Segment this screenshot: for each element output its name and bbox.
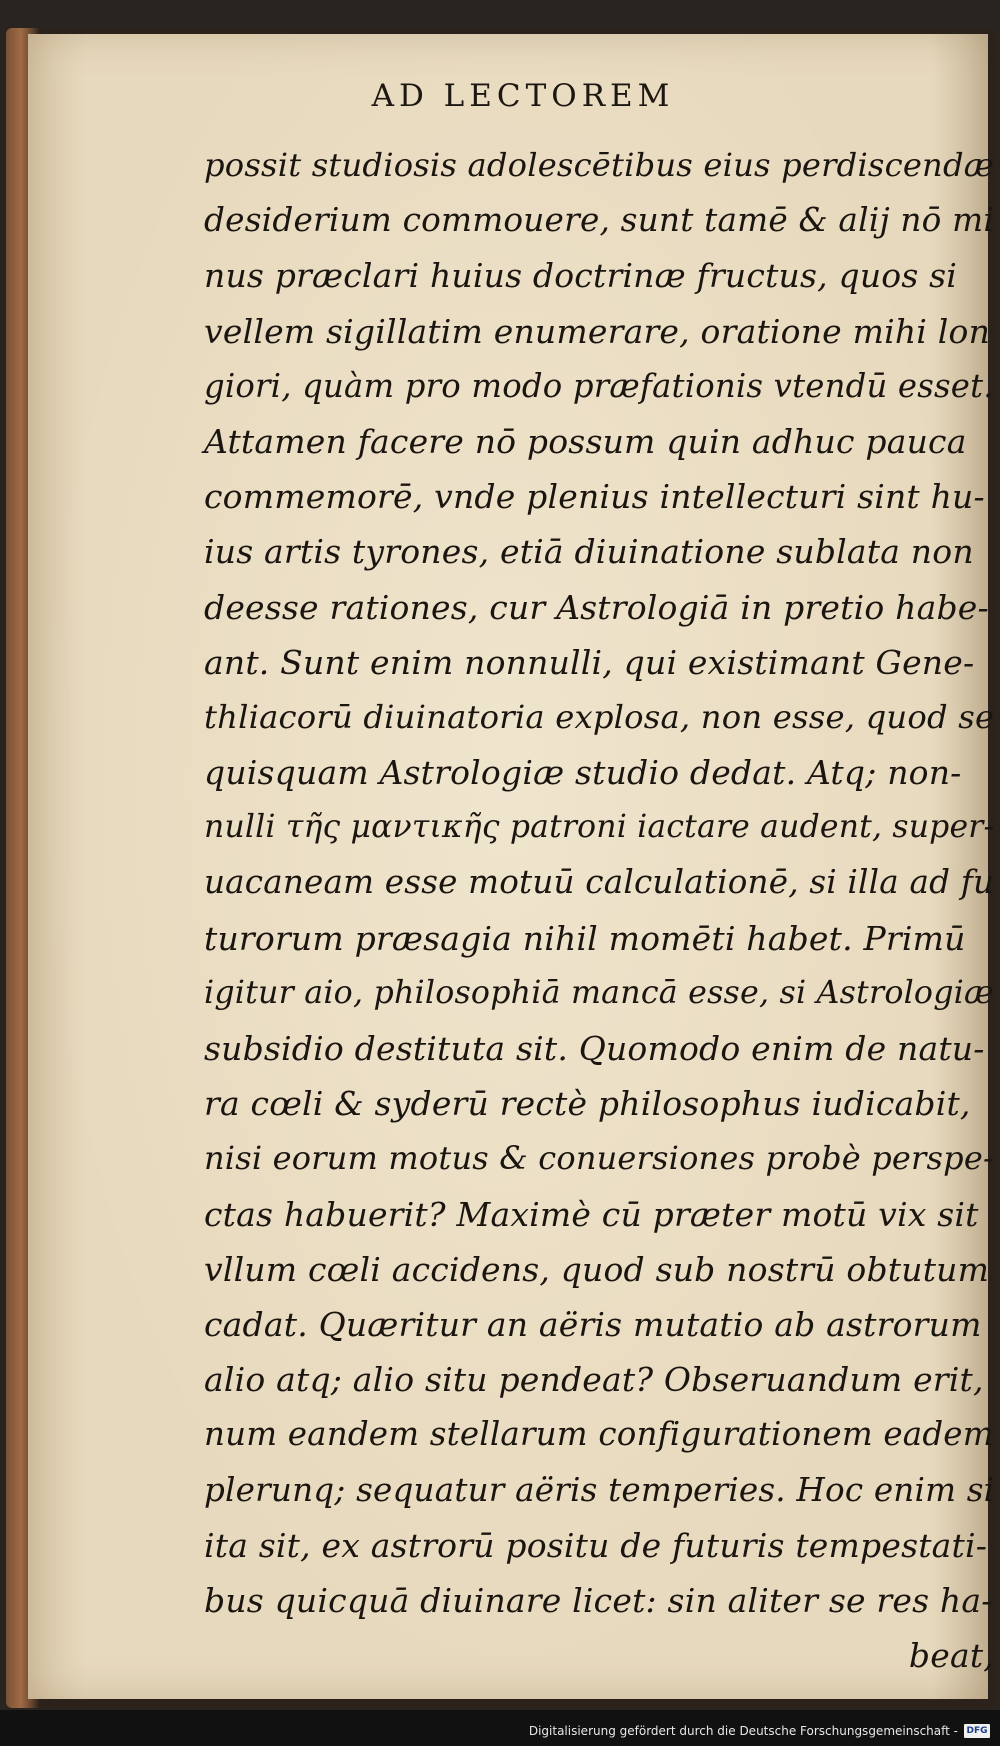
text-line: deesse rationes, cur Astrologiā in pretio habe- [204,587,989,627]
text-line: vllum cœli accidens, quod sub nostrū obtutum [204,1249,990,1289]
text-line: turorum præsagia nihil momēti habet. Primū [204,918,966,958]
text-line: cadat. Quæritur an aëris mutatio ab astrorum [204,1304,982,1344]
text-line: bus quicquā diuinare licet: sin aliter se res ha- [204,1580,993,1620]
text-line: nus præclari huius doctrinæ fructus, quos si [204,256,958,296]
digitization-credit: Digitalisierung gefördert durch die Deutsche Forschungsgemeinschaft - [528,1724,958,1738]
text-line: plerunq; sequatur aëris temperies. Hoc enim si [204,1470,995,1509]
text-line: ita sit, ex astrorū positu de futuris tempestati- [204,1525,988,1565]
text-line: ctas habuerit? Maximè cū præter motū vix sit [204,1194,979,1234]
text-line: ant. Sunt enim nonnulli, qui existimant Gene- [204,642,975,682]
running-head: AD LECTOREM [371,78,675,114]
text-line: nisi eorum motus & conuersiones probè perspe- [204,1139,994,1178]
book-page [28,34,995,1699]
dfg-logo-icon: DFG [964,1724,990,1738]
footer-bar [0,1710,1000,1746]
text-line: possit studiosis adolescētibus eius perdiscendæ [204,146,995,184]
text-line: desiderium commouere, sunt tamē & alij nō mi [204,201,995,240]
text-line: thliacorū diuinatoria explosa, non esse, quod se [204,697,995,736]
text-line: quisquam Astrologiæ studio dedat. Atq; non- [204,753,962,793]
text-line: commemorē, vnde plenius intellecturi sint hu- [204,477,985,517]
text-line: alio atq; alio situ pendeat? Obseruandum erit, [204,1360,984,1400]
text-line: ius artis tyrones, etiā diuinatione sublata non [204,532,974,572]
text-line: giori, quàm pro modo præfationis vtendū esset. [204,366,994,405]
text-line: Attamen facere nō possum quin adhuc pauca [204,421,967,461]
text-line: beat, [908,1636,994,1676]
text-block [204,138,994,1683]
text-line: nulli τῆς μαντικῆς patroni iactare audent, super- [204,809,995,846]
text-line: num eandem stellarum configurationem eadem [204,1415,994,1454]
text-line: subsidio destituta sit. Quomodo enim de natu- [204,1029,985,1068]
text-line: igitur aio, philosophiā mancā esse, si Astrologiæ [204,974,994,1011]
text-line: uacaneam esse motuū calculationē, si illa ad fu [204,863,995,902]
text-line: vellem sigillatim enumerare, oratione mihi lon [204,311,991,351]
text-line: ra cœli & syderū rectè philosophus iudicabit, [204,1084,971,1124]
